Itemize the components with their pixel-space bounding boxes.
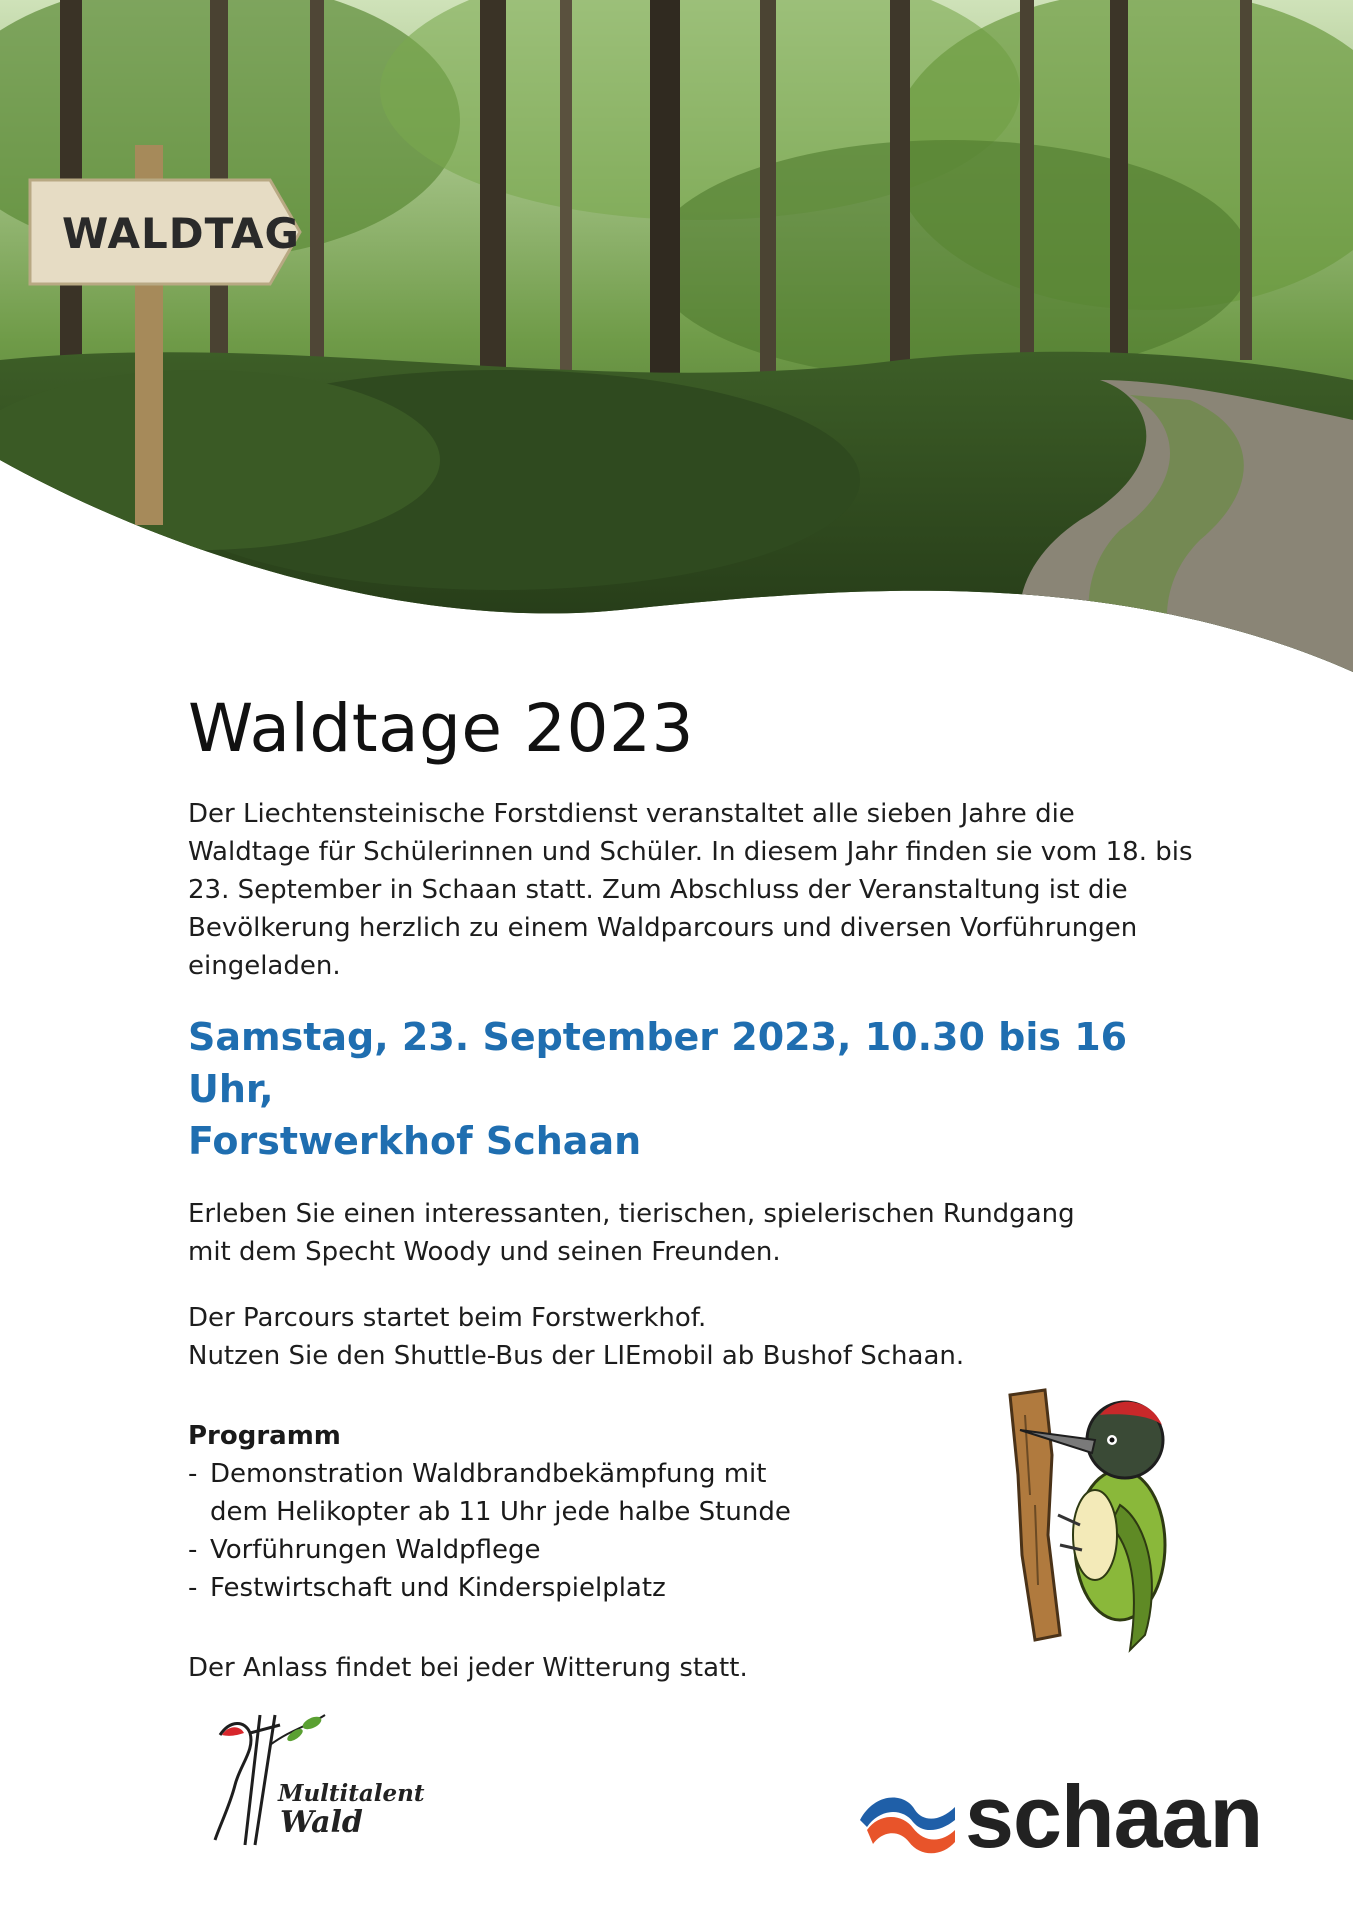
parcours-line-1: Der Parcours startet beim Forstwerkhof. [188,1303,707,1333]
programm-item-line: Demonstration Waldbrandbekämpfung mit [210,1459,767,1489]
sign-text: WALDTAG [62,209,300,258]
event-date-line: Samstag, 23. September 2023, 10.30 bis 16 Uhr, [188,1015,1128,1111]
logo-multitalent-text: Multitalent [278,1780,425,1807]
experience-line-1: Erleben Sie einen interessanten, tierischen, spielerischen Rundgang [188,1199,1075,1229]
woodpecker-illustration [1000,1385,1200,1655]
programm-item: - Festwirtschaft und Kinderspielplatz [188,1569,1198,1607]
experience-line-2: mit dem Specht Woody und seinen Freunden. [188,1237,781,1267]
parcours-paragraph [188,1299,1198,1375]
programm-item: - Vorführungen Waldpflege [188,1531,1198,1569]
hero-forest-image [0,0,1353,680]
schaan-wave-icon [855,1772,965,1862]
event-location-line: Forstwerkhof Schaan [188,1119,642,1163]
programm-item-line: dem Helikopter ab 11 Uhr jede halbe Stunde [210,1497,791,1527]
page-title: Waldtage 2023 [188,690,694,767]
programm-item: - Demonstration Waldbrandbekämpfung mit dem Helikopter ab 11 Uhr jede halbe Stunde [188,1455,1198,1531]
programm-item-line: Vorführungen Waldpflege [210,1535,541,1565]
multitalent-wald-logo [200,1705,460,1855]
experience-paragraph [188,1195,1198,1271]
schaan-logo [855,1767,1263,1866]
parcours-line-2: Nutzen Sie den Shuttle-Bus der LIEmobil ab Bushof Schaan. [188,1341,965,1371]
programm-item-line: Festwirtschaft und Kinderspielplatz [210,1573,666,1603]
schaan-wordmark: schaan [965,1767,1263,1866]
logo-wald-text: Wald [280,1805,363,1840]
programm-heading: Programm [188,1421,341,1451]
event-date-heading [188,1011,1198,1167]
closing-note: Der Anlass findet bei jeder Witterung statt. [188,1653,748,1683]
intro-paragraph: Der Liechtensteinische Forstdienst veranstaltet alle sieben Jahre die Waldtage für Schülerinnen und Schüler. In diesem Jahr finden sie vom 18. bis 23. September in Schaan statt. Zum Abschluss der Veranstaltung ist die Bevölkerung herzlich zu einem Waldparcours und diversen Vorführungen eingeladen. [188,799,1193,981]
